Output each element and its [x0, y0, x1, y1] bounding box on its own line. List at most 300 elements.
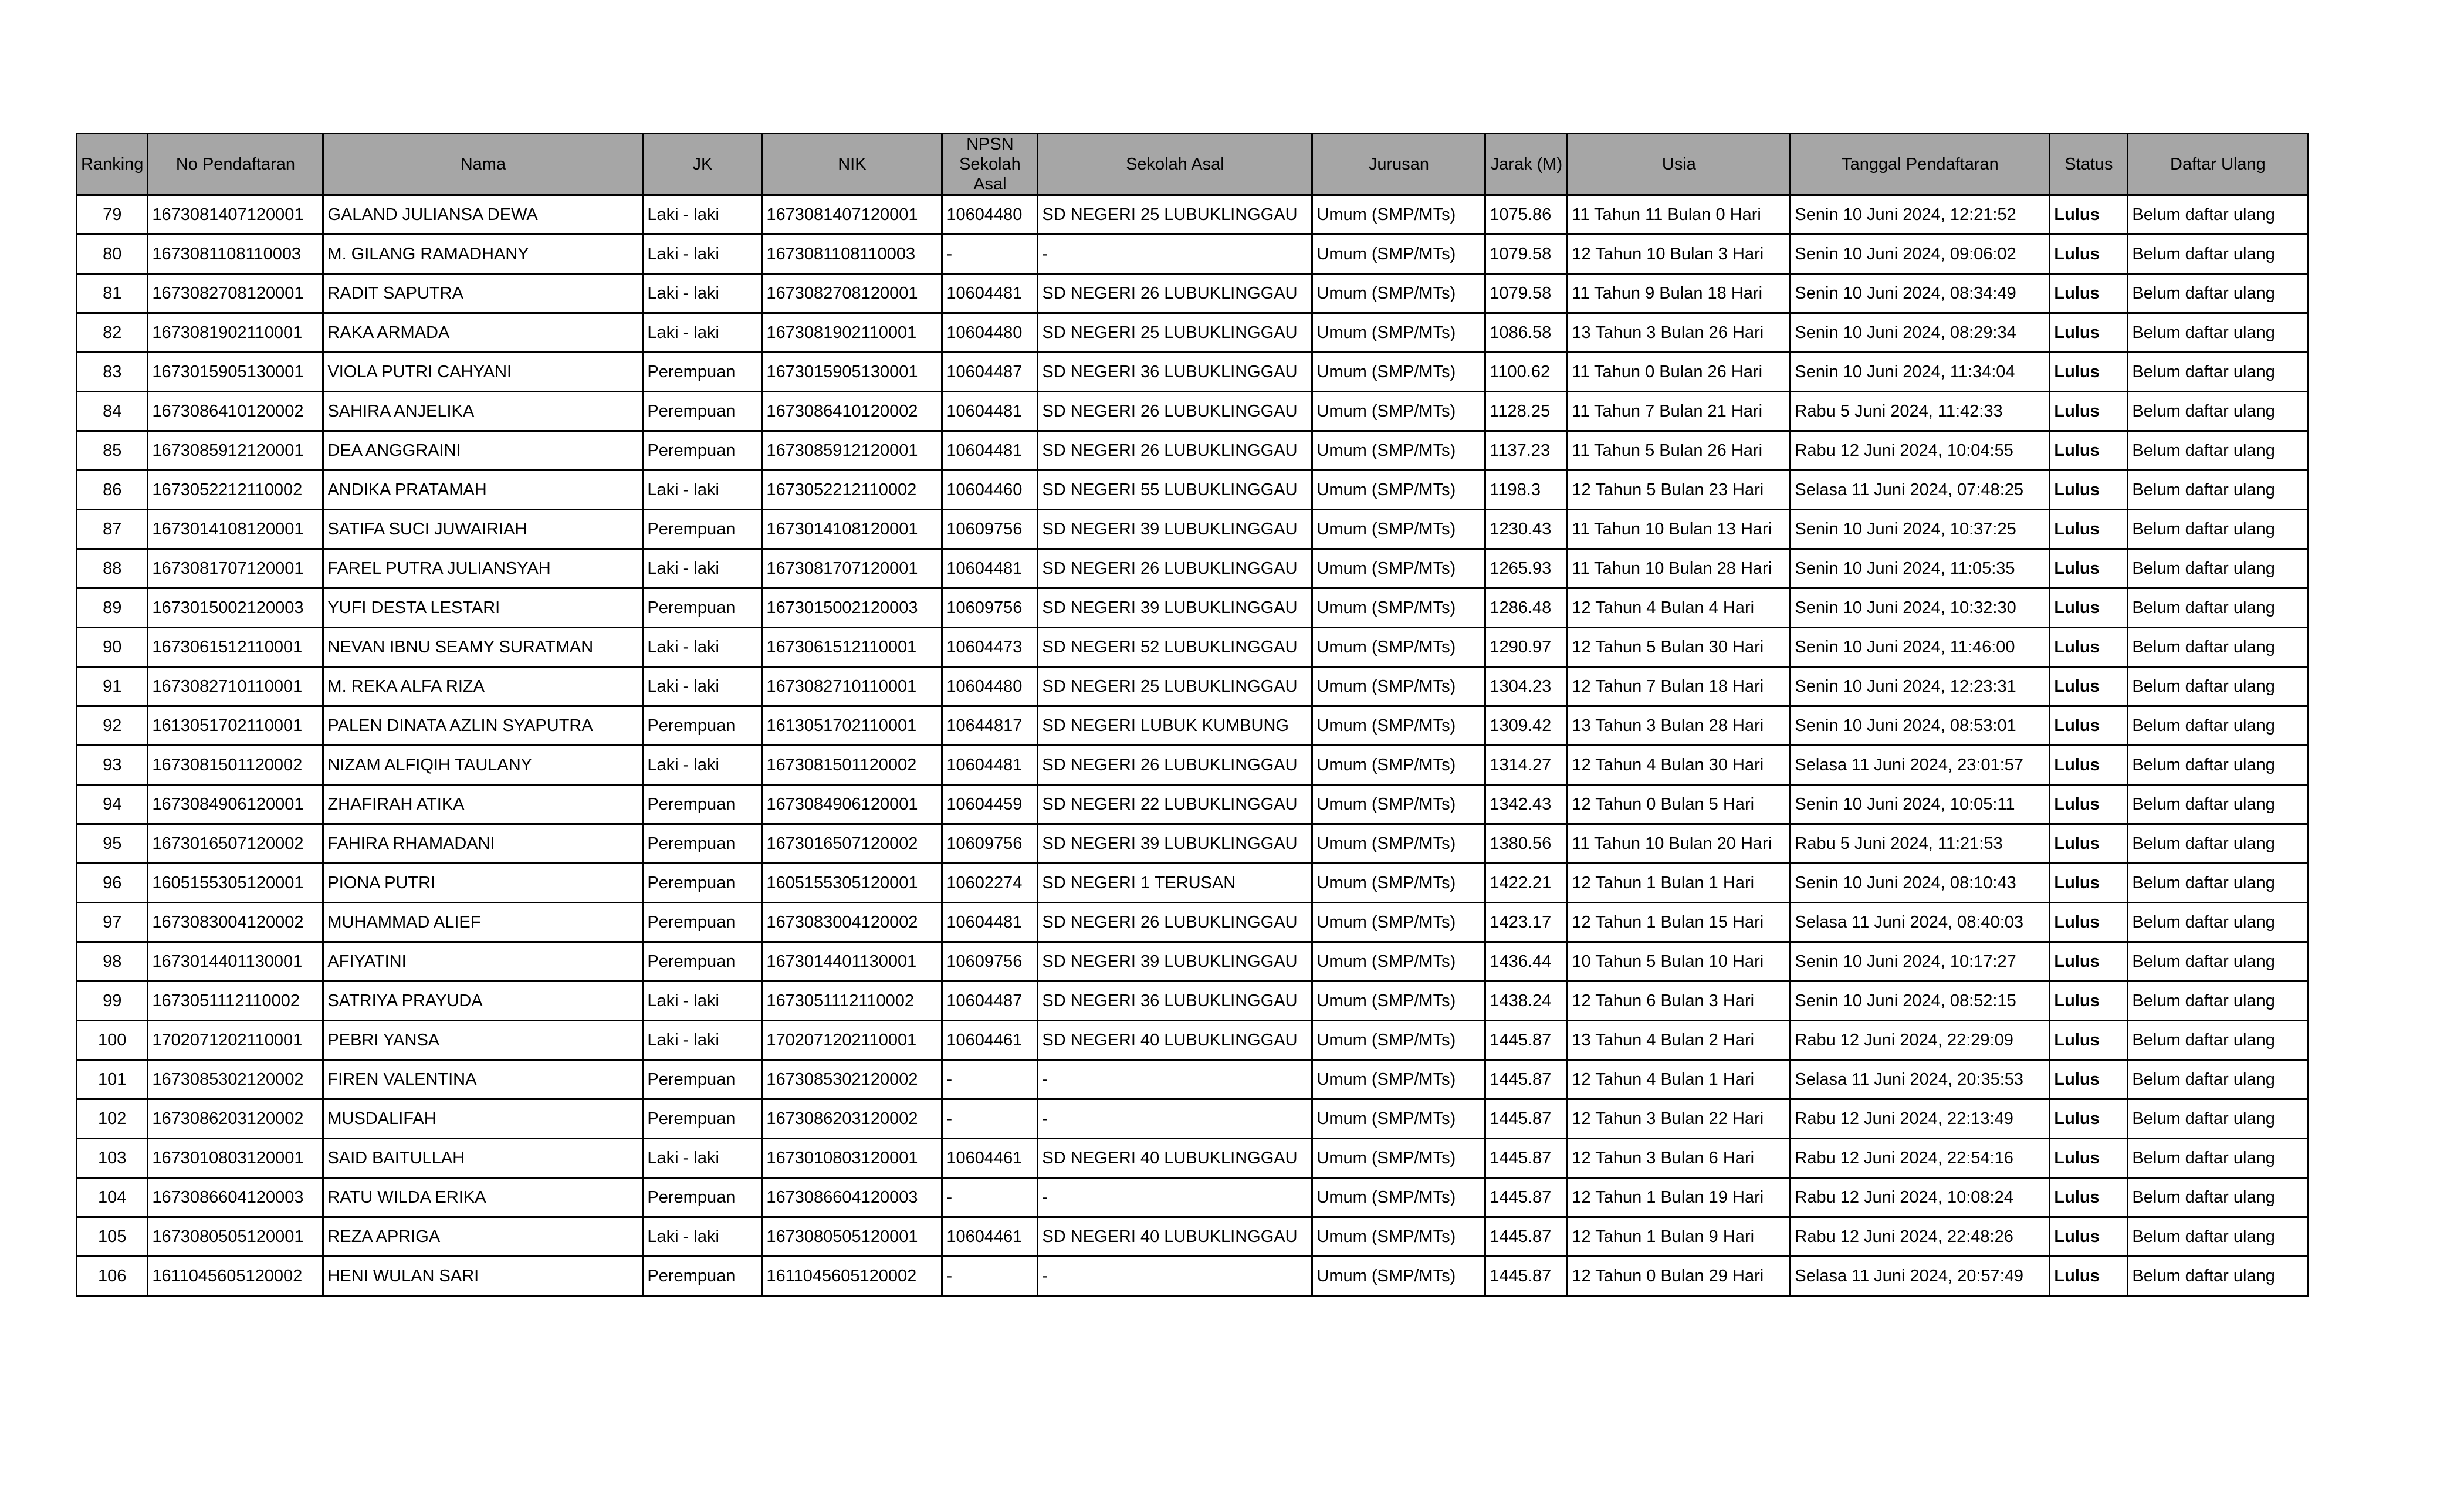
usia-cell: 12 Tahun 5 Bulan 23 Hari: [1568, 471, 1791, 510]
nama-cell: M. GILANG RAMADHANY: [323, 235, 643, 274]
ranking-cell: 99: [77, 981, 148, 1021]
jurusan-cell: Umum (SMP/MTs): [1312, 824, 1485, 864]
usia-cell: 11 Tahun 10 Bulan 20 Hari: [1568, 824, 1791, 864]
jurusan-cell: Umum (SMP/MTs): [1312, 510, 1485, 549]
sekolah-asal-cell: SD NEGERI 1 TERUSAN: [1038, 864, 1312, 903]
nik-cell: 1673014401130001: [762, 942, 942, 981]
daftar-ulang-cell: Belum daftar ulang: [2128, 746, 2308, 785]
status-cell: Lulus: [2050, 392, 2128, 431]
no-pendaftaran-cell: 1673080505120001: [148, 1217, 323, 1257]
nik-cell: 1673016507120002: [762, 824, 942, 864]
npsn-cell: 10604461: [942, 1021, 1038, 1060]
ranking-cell: 100: [77, 1021, 148, 1060]
no-pendaftaran-cell: 1673081108110003: [148, 235, 323, 274]
table-row: [77, 1217, 2308, 1257]
npsn-cell: -: [942, 1178, 1038, 1217]
no-pendaftaran-cell: 1613051702110001: [148, 706, 323, 746]
table-row: [77, 274, 2308, 313]
jarak-cell: 1445.87: [1485, 1257, 1568, 1296]
usia-cell: 12 Tahun 1 Bulan 15 Hari: [1568, 903, 1791, 942]
ranking-cell: 94: [77, 785, 148, 824]
table-row: [77, 353, 2308, 392]
tanggal-cell: Selasa 11 Juni 2024, 08:40:03: [1791, 903, 2050, 942]
jarak-cell: 1314.27: [1485, 746, 1568, 785]
jarak-cell: 1100.62: [1485, 353, 1568, 392]
status-cell: Lulus: [2050, 824, 2128, 864]
usia-cell: 11 Tahun 0 Bulan 26 Hari: [1568, 353, 1791, 392]
jarak-cell: 1445.87: [1485, 1099, 1568, 1139]
no-pendaftaran-cell: 1673084906120001: [148, 785, 323, 824]
table-row: [77, 1099, 2308, 1139]
ranking-cell: 83: [77, 353, 148, 392]
daftar-ulang-cell: Belum daftar ulang: [2128, 824, 2308, 864]
nik-cell: 1605155305120001: [762, 864, 942, 903]
usia-cell: 12 Tahun 1 Bulan 9 Hari: [1568, 1217, 1791, 1257]
nama-cell: RAKA ARMADA: [323, 313, 643, 353]
usia-cell: 13 Tahun 4 Bulan 2 Hari: [1568, 1021, 1791, 1060]
daftar-ulang-cell: Belum daftar ulang: [2128, 706, 2308, 746]
jarak-cell: 1079.58: [1485, 235, 1568, 274]
status-cell: Lulus: [2050, 1178, 2128, 1217]
jk-cell: Perempuan: [643, 864, 762, 903]
table-row: [77, 667, 2308, 706]
nik-cell: 1673081902110001: [762, 313, 942, 353]
daftar-ulang-cell: Belum daftar ulang: [2128, 274, 2308, 313]
sekolah-asal-cell: SD NEGERI 36 LUBUKLINGGAU: [1038, 981, 1312, 1021]
ranking-cell: 98: [77, 942, 148, 981]
jarak-cell: 1445.87: [1485, 1021, 1568, 1060]
no-pendaftaran-cell: 1673052212110002: [148, 471, 323, 510]
no-pendaftaran-cell: 1673081902110001: [148, 313, 323, 353]
table-row: [77, 1021, 2308, 1060]
jk-cell: Perempuan: [643, 353, 762, 392]
usia-cell: 12 Tahun 6 Bulan 3 Hari: [1568, 981, 1791, 1021]
jk-cell: Laki - laki: [643, 1217, 762, 1257]
usia-cell: 11 Tahun 10 Bulan 13 Hari: [1568, 510, 1791, 549]
ranking-cell: 85: [77, 431, 148, 471]
header-jurusan: Jurusan: [1312, 134, 1485, 195]
no-pendaftaran-cell: 1673016507120002: [148, 824, 323, 864]
daftar-ulang-cell: Belum daftar ulang: [2128, 588, 2308, 628]
npsn-cell: 10609756: [942, 588, 1038, 628]
nama-cell: M. REKA ALFA RIZA: [323, 667, 643, 706]
usia-cell: 12 Tahun 1 Bulan 19 Hari: [1568, 1178, 1791, 1217]
nama-cell: VIOLA PUTRI CAHYANI: [323, 353, 643, 392]
no-pendaftaran-cell: 1673051112110002: [148, 981, 323, 1021]
sekolah-asal-cell: SD NEGERI 39 LUBUKLINGGAU: [1038, 588, 1312, 628]
usia-cell: 12 Tahun 7 Bulan 18 Hari: [1568, 667, 1791, 706]
no-pendaftaran-cell: 1673010803120001: [148, 1139, 323, 1178]
sekolah-asal-cell: SD NEGERI 26 LUBUKLINGGAU: [1038, 431, 1312, 471]
usia-cell: 11 Tahun 5 Bulan 26 Hari: [1568, 431, 1791, 471]
nik-cell: 1673085912120001: [762, 431, 942, 471]
daftar-ulang-cell: Belum daftar ulang: [2128, 510, 2308, 549]
nama-cell: DEA ANGGRAINI: [323, 431, 643, 471]
nama-cell: FIREN VALENTINA: [323, 1060, 643, 1099]
npsn-cell: 10604473: [942, 628, 1038, 667]
no-pendaftaran-cell: 1611045605120002: [148, 1257, 323, 1296]
npsn-cell: 10604487: [942, 981, 1038, 1021]
tanggal-cell: Selasa 11 Juni 2024, 20:57:49: [1791, 1257, 2050, 1296]
daftar-ulang-cell: Belum daftar ulang: [2128, 431, 2308, 471]
nik-cell: 1673082710110001: [762, 667, 942, 706]
sekolah-asal-cell: SD NEGERI 36 LUBUKLINGGAU: [1038, 353, 1312, 392]
jk-cell: Laki - laki: [643, 313, 762, 353]
no-pendaftaran-cell: 1673085302120002: [148, 1060, 323, 1099]
nik-cell: 1673084906120001: [762, 785, 942, 824]
sekolah-asal-cell: -: [1038, 1178, 1312, 1217]
header-jk: JK: [643, 134, 762, 195]
usia-cell: 12 Tahun 5 Bulan 30 Hari: [1568, 628, 1791, 667]
ranking-cell: 97: [77, 903, 148, 942]
tanggal-cell: Rabu 12 Juni 2024, 22:29:09: [1791, 1021, 2050, 1060]
usia-cell: 12 Tahun 10 Bulan 3 Hari: [1568, 235, 1791, 274]
status-cell: Lulus: [2050, 1021, 2128, 1060]
nama-cell: NEVAN IBNU SEAMY SURATMAN: [323, 628, 643, 667]
tanggal-cell: Senin 10 Juni 2024, 08:53:01: [1791, 706, 2050, 746]
status-cell: Lulus: [2050, 1217, 2128, 1257]
nama-cell: MUSDALIFAH: [323, 1099, 643, 1139]
table-row: [77, 195, 2308, 235]
usia-cell: 10 Tahun 5 Bulan 10 Hari: [1568, 942, 1791, 981]
header-daftar-ulang: Daftar Ulang: [2128, 134, 2308, 195]
npsn-cell: 10609756: [942, 824, 1038, 864]
table-row: [77, 588, 2308, 628]
jurusan-cell: Umum (SMP/MTs): [1312, 1217, 1485, 1257]
jarak-cell: 1230.43: [1485, 510, 1568, 549]
nama-cell: FAREL PUTRA JULIANSYAH: [323, 549, 643, 588]
jk-cell: Perempuan: [643, 588, 762, 628]
jurusan-cell: Umum (SMP/MTs): [1312, 903, 1485, 942]
status-cell: Lulus: [2050, 313, 2128, 353]
table-row: [77, 235, 2308, 274]
npsn-cell: 10604481: [942, 431, 1038, 471]
ranking-cell: 92: [77, 706, 148, 746]
jurusan-cell: Umum (SMP/MTs): [1312, 1060, 1485, 1099]
jarak-cell: 1075.86: [1485, 195, 1568, 235]
ranking-cell: 96: [77, 864, 148, 903]
nik-cell: 1673052212110002: [762, 471, 942, 510]
jarak-cell: 1423.17: [1485, 903, 1568, 942]
status-cell: Lulus: [2050, 1099, 2128, 1139]
table-row: [77, 392, 2308, 431]
jk-cell: Perempuan: [643, 1178, 762, 1217]
header-nik: NIK: [762, 134, 942, 195]
npsn-cell: 10604480: [942, 313, 1038, 353]
sekolah-asal-cell: SD NEGERI 39 LUBUKLINGGAU: [1038, 824, 1312, 864]
tanggal-cell: Selasa 11 Juni 2024, 07:48:25: [1791, 471, 2050, 510]
jarak-cell: 1309.42: [1485, 706, 1568, 746]
table-row: [77, 510, 2308, 549]
tanggal-cell: Senin 10 Juni 2024, 11:05:35: [1791, 549, 2050, 588]
tanggal-cell: Senin 10 Juni 2024, 10:32:30: [1791, 588, 2050, 628]
daftar-ulang-cell: Belum daftar ulang: [2128, 1060, 2308, 1099]
jurusan-cell: Umum (SMP/MTs): [1312, 785, 1485, 824]
sekolah-asal-cell: SD NEGERI 26 LUBUKLINGGAU: [1038, 746, 1312, 785]
jarak-cell: 1198.3: [1485, 471, 1568, 510]
usia-cell: 12 Tahun 4 Bulan 30 Hari: [1568, 746, 1791, 785]
nama-cell: RADIT SAPUTRA: [323, 274, 643, 313]
table-row: [77, 628, 2308, 667]
daftar-ulang-cell: Belum daftar ulang: [2128, 628, 2308, 667]
daftar-ulang-cell: Belum daftar ulang: [2128, 1021, 2308, 1060]
usia-cell: 12 Tahun 0 Bulan 5 Hari: [1568, 785, 1791, 824]
jarak-cell: 1445.87: [1485, 1217, 1568, 1257]
jk-cell: Laki - laki: [643, 1021, 762, 1060]
status-cell: Lulus: [2050, 942, 2128, 981]
jarak-cell: 1128.25: [1485, 392, 1568, 431]
jurusan-cell: Umum (SMP/MTs): [1312, 588, 1485, 628]
tanggal-cell: Rabu 12 Juni 2024, 22:13:49: [1791, 1099, 2050, 1139]
jurusan-cell: Umum (SMP/MTs): [1312, 235, 1485, 274]
table-row: [77, 706, 2308, 746]
jurusan-cell: Umum (SMP/MTs): [1312, 274, 1485, 313]
sekolah-asal-cell: SD NEGERI 22 LUBUKLINGGAU: [1038, 785, 1312, 824]
jarak-cell: 1079.58: [1485, 274, 1568, 313]
ranking-cell: 82: [77, 313, 148, 353]
jk-cell: Perempuan: [643, 942, 762, 981]
jurusan-cell: Umum (SMP/MTs): [1312, 1257, 1485, 1296]
daftar-ulang-cell: Belum daftar ulang: [2128, 1257, 2308, 1296]
jk-cell: Perempuan: [643, 431, 762, 471]
status-cell: Lulus: [2050, 706, 2128, 746]
status-cell: Lulus: [2050, 1139, 2128, 1178]
jurusan-cell: Umum (SMP/MTs): [1312, 313, 1485, 353]
jk-cell: Laki - laki: [643, 274, 762, 313]
jk-cell: Perempuan: [643, 1060, 762, 1099]
jurusan-cell: Umum (SMP/MTs): [1312, 195, 1485, 235]
no-pendaftaran-cell: 1673015905130001: [148, 353, 323, 392]
header-nama: Nama: [323, 134, 643, 195]
no-pendaftaran-cell: 1673081407120001: [148, 195, 323, 235]
daftar-ulang-cell: Belum daftar ulang: [2128, 942, 2308, 981]
jarak-cell: 1304.23: [1485, 667, 1568, 706]
tanggal-cell: Rabu 12 Juni 2024, 10:04:55: [1791, 431, 2050, 471]
tanggal-cell: Rabu 12 Juni 2024, 22:48:26: [1791, 1217, 2050, 1257]
sekolah-asal-cell: SD NEGERI 40 LUBUKLINGGAU: [1038, 1139, 1312, 1178]
nama-cell: HENI WULAN SARI: [323, 1257, 643, 1296]
jarak-cell: 1137.23: [1485, 431, 1568, 471]
sekolah-asal-cell: -: [1038, 1060, 1312, 1099]
tanggal-cell: Selasa 11 Juni 2024, 23:01:57: [1791, 746, 2050, 785]
jarak-cell: 1265.93: [1485, 549, 1568, 588]
status-cell: Lulus: [2050, 588, 2128, 628]
usia-cell: 12 Tahun 4 Bulan 1 Hari: [1568, 1060, 1791, 1099]
nik-cell: 1673051112110002: [762, 981, 942, 1021]
table-row: [77, 746, 2308, 785]
nik-cell: 1673082708120001: [762, 274, 942, 313]
jurusan-cell: Umum (SMP/MTs): [1312, 431, 1485, 471]
status-cell: Lulus: [2050, 864, 2128, 903]
npsn-cell: 10604459: [942, 785, 1038, 824]
status-cell: Lulus: [2050, 549, 2128, 588]
jk-cell: Perempuan: [643, 1257, 762, 1296]
daftar-ulang-cell: Belum daftar ulang: [2128, 549, 2308, 588]
jarak-cell: 1086.58: [1485, 313, 1568, 353]
nama-cell: ZHAFIRAH ATIKA: [323, 785, 643, 824]
status-cell: Lulus: [2050, 353, 2128, 392]
daftar-ulang-cell: Belum daftar ulang: [2128, 392, 2308, 431]
jk-cell: Perempuan: [643, 903, 762, 942]
table-row: [77, 981, 2308, 1021]
table-row: [77, 1257, 2308, 1296]
jk-cell: Laki - laki: [643, 1139, 762, 1178]
ranking-table: [76, 133, 2309, 1297]
npsn-cell: 10609756: [942, 510, 1038, 549]
no-pendaftaran-cell: 1673085912120001: [148, 431, 323, 471]
nama-cell: PEBRI YANSA: [323, 1021, 643, 1060]
ranking-cell: 106: [77, 1257, 148, 1296]
nama-cell: FAHIRA RHAMADANI: [323, 824, 643, 864]
nama-cell: YUFI DESTA LESTARI: [323, 588, 643, 628]
daftar-ulang-cell: Belum daftar ulang: [2128, 1139, 2308, 1178]
nik-cell: 1673015905130001: [762, 353, 942, 392]
jarak-cell: 1445.87: [1485, 1139, 1568, 1178]
daftar-ulang-cell: Belum daftar ulang: [2128, 353, 2308, 392]
tanggal-cell: Rabu 12 Juni 2024, 22:54:16: [1791, 1139, 2050, 1178]
table-row: [77, 785, 2308, 824]
jarak-cell: 1286.48: [1485, 588, 1568, 628]
npsn-cell: -: [942, 1099, 1038, 1139]
table-row: [77, 471, 2308, 510]
header-sekolah-asal: Sekolah Asal: [1038, 134, 1312, 195]
status-cell: Lulus: [2050, 510, 2128, 549]
jk-cell: Perempuan: [643, 510, 762, 549]
jurusan-cell: Umum (SMP/MTs): [1312, 746, 1485, 785]
nik-cell: 1673085302120002: [762, 1060, 942, 1099]
tanggal-cell: Rabu 5 Juni 2024, 11:42:33: [1791, 392, 2050, 431]
jurusan-cell: Umum (SMP/MTs): [1312, 1139, 1485, 1178]
status-cell: Lulus: [2050, 667, 2128, 706]
ranking-cell: 105: [77, 1217, 148, 1257]
sekolah-asal-cell: SD NEGERI 26 LUBUKLINGGAU: [1038, 903, 1312, 942]
ranking-cell: 91: [77, 667, 148, 706]
usia-cell: 12 Tahun 3 Bulan 22 Hari: [1568, 1099, 1791, 1139]
sekolah-asal-cell: SD NEGERI 39 LUBUKLINGGAU: [1038, 942, 1312, 981]
status-cell: Lulus: [2050, 746, 2128, 785]
usia-cell: 12 Tahun 1 Bulan 1 Hari: [1568, 864, 1791, 903]
ranking-cell: 80: [77, 235, 148, 274]
tanggal-cell: Senin 10 Juni 2024, 11:46:00: [1791, 628, 2050, 667]
no-pendaftaran-cell: 1673082708120001: [148, 274, 323, 313]
no-pendaftaran-cell: 1673081501120002: [148, 746, 323, 785]
nama-cell: SAID BAITULLAH: [323, 1139, 643, 1178]
jurusan-cell: Umum (SMP/MTs): [1312, 667, 1485, 706]
header-no-pendaftaran: No Pendaftaran: [148, 134, 323, 195]
tanggal-cell: Senin 10 Juni 2024, 08:10:43: [1791, 864, 2050, 903]
daftar-ulang-cell: Belum daftar ulang: [2128, 903, 2308, 942]
usia-cell: 12 Tahun 3 Bulan 6 Hari: [1568, 1139, 1791, 1178]
jurusan-cell: Umum (SMP/MTs): [1312, 942, 1485, 981]
jarak-cell: 1422.21: [1485, 864, 1568, 903]
header-status: Status: [2050, 134, 2128, 195]
nik-cell: 1673080505120001: [762, 1217, 942, 1257]
status-cell: Lulus: [2050, 235, 2128, 274]
nik-cell: 1673081108110003: [762, 235, 942, 274]
table-row: [77, 549, 2308, 588]
jurusan-cell: Umum (SMP/MTs): [1312, 392, 1485, 431]
nik-cell: 1673081407120001: [762, 195, 942, 235]
npsn-cell: 10604481: [942, 274, 1038, 313]
jarak-cell: 1342.43: [1485, 785, 1568, 824]
header-ranking: Ranking: [77, 134, 148, 195]
tanggal-cell: Senin 10 Juni 2024, 08:29:34: [1791, 313, 2050, 353]
header-jarak: Jarak (M): [1485, 134, 1568, 195]
jurusan-cell: Umum (SMP/MTs): [1312, 981, 1485, 1021]
jk-cell: Perempuan: [643, 706, 762, 746]
jarak-cell: 1436.44: [1485, 942, 1568, 981]
sekolah-asal-cell: SD NEGERI 40 LUBUKLINGGAU: [1038, 1217, 1312, 1257]
table-row: [77, 942, 2308, 981]
daftar-ulang-cell: Belum daftar ulang: [2128, 1178, 2308, 1217]
no-pendaftaran-cell: 1702071202110001: [148, 1021, 323, 1060]
nik-cell: 1673086604120003: [762, 1178, 942, 1217]
header-tanggal: Tanggal Pendaftaran: [1791, 134, 2050, 195]
table-row: [77, 1060, 2308, 1099]
jk-cell: Laki - laki: [643, 628, 762, 667]
usia-cell: 12 Tahun 0 Bulan 29 Hari: [1568, 1257, 1791, 1296]
tanggal-cell: Senin 10 Juni 2024, 09:06:02: [1791, 235, 2050, 274]
jk-cell: Perempuan: [643, 824, 762, 864]
ranking-cell: 89: [77, 588, 148, 628]
nama-cell: NIZAM ALFIQIH TAULANY: [323, 746, 643, 785]
npsn-cell: 10604461: [942, 1139, 1038, 1178]
status-cell: Lulus: [2050, 195, 2128, 235]
tanggal-cell: Rabu 12 Juni 2024, 10:08:24: [1791, 1178, 2050, 1217]
npsn-cell: 10604481: [942, 392, 1038, 431]
npsn-cell: 10604487: [942, 353, 1038, 392]
daftar-ulang-cell: Belum daftar ulang: [2128, 195, 2308, 235]
sekolah-asal-cell: SD NEGERI LUBUK KUMBUNG: [1038, 706, 1312, 746]
npsn-cell: 10604481: [942, 549, 1038, 588]
jurusan-cell: Umum (SMP/MTs): [1312, 1021, 1485, 1060]
table-row: [77, 903, 2308, 942]
no-pendaftaran-cell: 1673086203120002: [148, 1099, 323, 1139]
sekolah-asal-cell: SD NEGERI 26 LUBUKLINGGAU: [1038, 549, 1312, 588]
tanggal-cell: Senin 10 Juni 2024, 08:52:15: [1791, 981, 2050, 1021]
nik-cell: 1673061512110001: [762, 628, 942, 667]
daftar-ulang-cell: Belum daftar ulang: [2128, 667, 2308, 706]
table-row: [77, 431, 2308, 471]
npsn-cell: 10604461: [942, 1217, 1038, 1257]
sekolah-asal-cell: SD NEGERI 25 LUBUKLINGGAU: [1038, 667, 1312, 706]
sekolah-asal-cell: SD NEGERI 55 LUBUKLINGGAU: [1038, 471, 1312, 510]
nik-cell: 1673015002120003: [762, 588, 942, 628]
status-cell: Lulus: [2050, 1060, 2128, 1099]
jarak-cell: 1445.87: [1485, 1060, 1568, 1099]
nama-cell: GALAND JULIANSA DEWA: [323, 195, 643, 235]
status-cell: Lulus: [2050, 903, 2128, 942]
jurusan-cell: Umum (SMP/MTs): [1312, 864, 1485, 903]
nama-cell: MUHAMMAD ALIEF: [323, 903, 643, 942]
jk-cell: Laki - laki: [643, 981, 762, 1021]
daftar-ulang-cell: Belum daftar ulang: [2128, 864, 2308, 903]
npsn-cell: 10604481: [942, 746, 1038, 785]
jk-cell: Laki - laki: [643, 195, 762, 235]
daftar-ulang-cell: Belum daftar ulang: [2128, 785, 2308, 824]
ranking-cell: 101: [77, 1060, 148, 1099]
daftar-ulang-cell: Belum daftar ulang: [2128, 235, 2308, 274]
jurusan-cell: Umum (SMP/MTs): [1312, 1178, 1485, 1217]
sekolah-asal-cell: -: [1038, 1099, 1312, 1139]
nama-cell: SATRIYA PRAYUDA: [323, 981, 643, 1021]
no-pendaftaran-cell: 1673061512110001: [148, 628, 323, 667]
header-npsn: NPSN Sekolah Asal: [942, 134, 1038, 195]
status-cell: Lulus: [2050, 431, 2128, 471]
jurusan-cell: Umum (SMP/MTs): [1312, 628, 1485, 667]
ranking-cell: 95: [77, 824, 148, 864]
tanggal-cell: Senin 10 Juni 2024, 12:23:31: [1791, 667, 2050, 706]
